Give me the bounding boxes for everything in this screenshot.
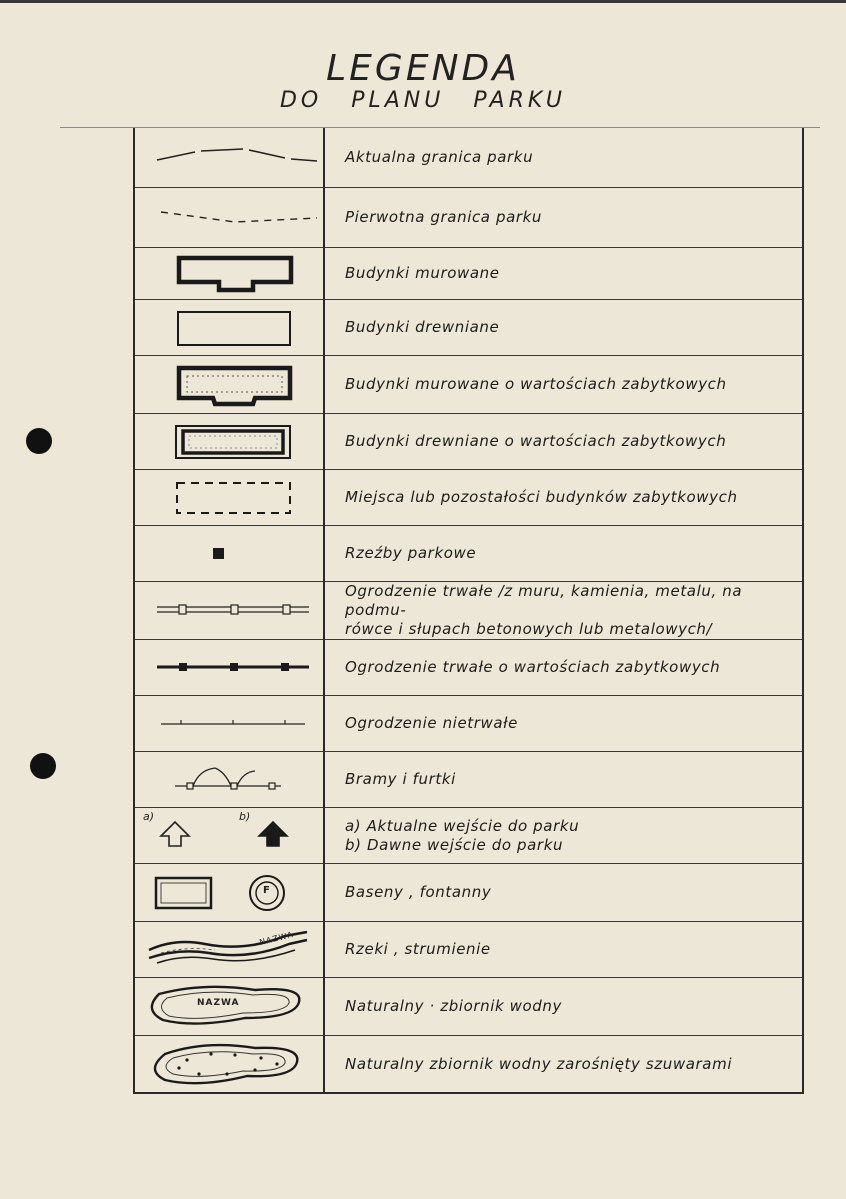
legend-label: b) Dawne wejście do parku <box>345 835 564 854</box>
legend-row <box>135 864 802 922</box>
overgrown-pond-icon <box>135 1036 323 1092</box>
legend-label: Baseny , fontanny <box>345 883 492 901</box>
historic-fence-icon <box>135 640 323 695</box>
legend-label: Rzeki , strumienie <box>345 940 491 958</box>
legend-label: Naturalny zbiornik wodny zarośnięty szuwarami <box>345 1054 733 1073</box>
legend-title: LEGENDA <box>326 48 520 89</box>
legend-row <box>135 248 802 300</box>
historic-wooden-building-icon <box>135 414 323 469</box>
legend-row <box>135 526 802 582</box>
entrances-icon <box>135 808 323 863</box>
legend-label: Rzeźby parkowe <box>345 544 477 562</box>
legend-row <box>135 752 802 808</box>
solid-dash-boundary-icon <box>135 128 323 187</box>
page-top-edge <box>0 0 846 3</box>
legend-label: Budynki murowane o wartościach zabytkowych <box>345 375 727 393</box>
legend-label: Budynki drewniane <box>345 318 500 336</box>
legend-row <box>135 356 802 414</box>
legend-label: rówce i słupach betonowych lub metalowych/ <box>345 620 713 638</box>
legend-label: Ogrodzenie trwałe /z muru, kamienia, metalu, na podmu- <box>345 582 743 619</box>
temporary-fence-icon <box>135 696 323 751</box>
legend-subtitle: DO PLANU PARKU <box>279 88 567 113</box>
masonry-building-icon <box>135 248 323 299</box>
legend-label: Ogrodzenie trwałe o wartościach zabytkowych <box>345 658 721 676</box>
marker-b: b) <box>239 810 251 823</box>
legend-row <box>135 414 802 470</box>
legend-label: Budynki murowane <box>345 264 500 282</box>
legend-label: a) Aktualne wejście do parku <box>345 816 580 835</box>
legend-table <box>133 128 804 1094</box>
building-remains-icon <box>135 470 323 525</box>
legend-label: Aktualna granica parku <box>345 148 534 166</box>
marker-a: a) <box>143 810 155 823</box>
legend-label: Miejsca lub pozostałości budynków zabytkowych <box>345 488 738 506</box>
river-name-mark: NAZWA <box>258 929 295 948</box>
punch-hole-icon <box>26 428 52 454</box>
pond-name-mark: NAZWA <box>197 998 240 1008</box>
legend-row <box>135 582 802 640</box>
legend-row <box>135 188 802 248</box>
legend-row <box>135 978 802 1036</box>
rivers-icon <box>135 922 323 977</box>
legend-row <box>135 808 802 864</box>
legend-label: Bramy i furtki <box>345 770 456 788</box>
natural-pond-icon <box>135 978 323 1035</box>
pools-fountains-icon <box>135 864 323 921</box>
legend-row <box>135 470 802 526</box>
gates-icon <box>135 752 323 807</box>
legend-label: Budynki drewniane o wartościach zabytkowych <box>345 432 727 450</box>
column-divider <box>323 128 325 1094</box>
legend-row <box>135 128 802 188</box>
legend-label: Ogrodzenie nietrwałe <box>345 714 518 732</box>
sculpture-icon <box>135 526 323 581</box>
legend-row <box>135 640 802 696</box>
fountain-mark: F <box>263 885 270 896</box>
fine-dash-boundary-icon <box>135 188 323 247</box>
historic-masonry-building-icon <box>135 356 323 413</box>
permanent-fence-icon <box>135 582 323 639</box>
legend-row <box>135 922 802 978</box>
legend-row <box>135 1036 802 1092</box>
punch-hole-icon <box>30 753 56 779</box>
legend-label: Pierwotna granica parku <box>345 208 543 226</box>
legend-row <box>135 300 802 356</box>
wooden-building-icon <box>135 300 323 355</box>
legend-label: Naturalny · zbiornik wodny <box>345 997 563 1015</box>
legend-row <box>135 696 802 752</box>
